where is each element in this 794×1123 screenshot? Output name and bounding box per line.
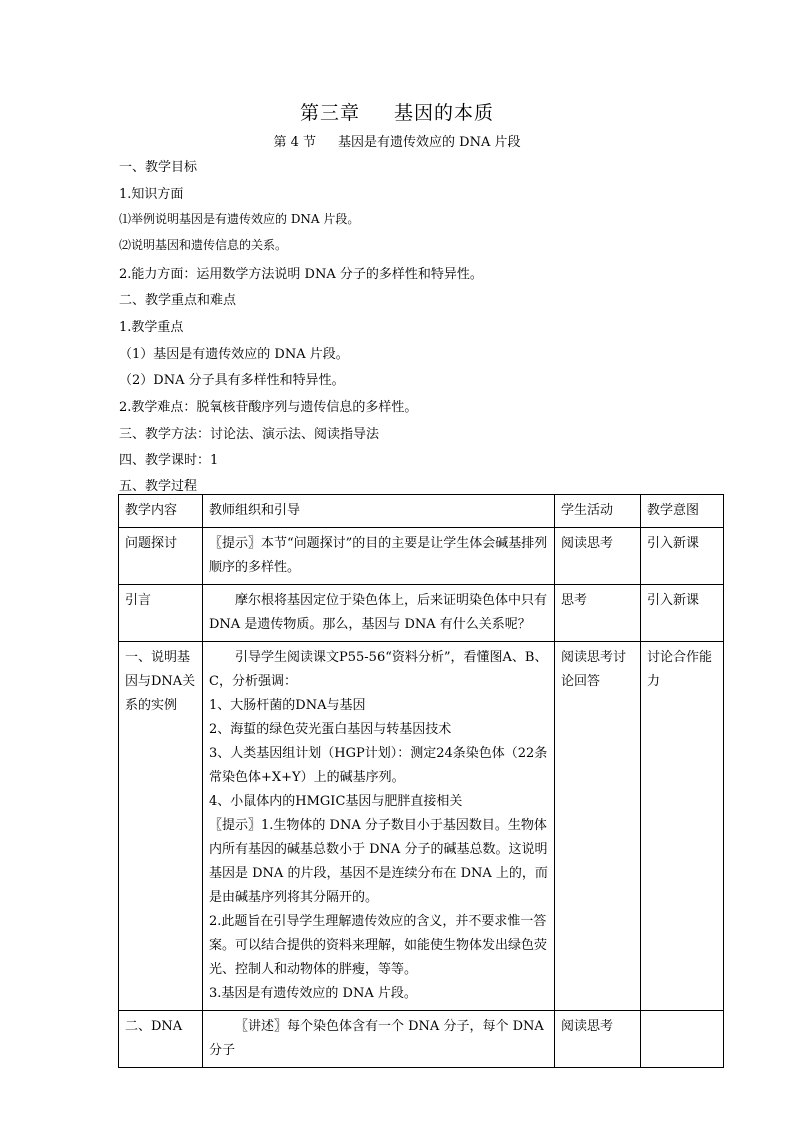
section-title [0, 131, 794, 150]
outline-heading-process: 五、教学过程 [119, 479, 198, 494]
guidance-paragraph: 2.此题旨在引导学生理解遗传效应的含义，并不要求惟一答案。可以结合提供的资料来理解，如能使生物体发出绿色荧光、控制人和动物体的胖瘦，等等。 [209, 914, 548, 977]
lesson-process-table [118, 494, 724, 1068]
header-content: 教学内容 [119, 495, 203, 528]
section-number: 第 4 节 [273, 135, 317, 150]
table-row [119, 1011, 724, 1068]
header-activity: 学生活动 [555, 495, 641, 528]
outline-methods: 三、教学方法：讨论法、演示法、阅读指导法 [119, 427, 380, 442]
cell-content: 引言 [119, 585, 203, 642]
outline-heading-focus: 二、教学重点和难点 [119, 293, 237, 308]
cell-activity: 阅读思考讨论回答 [555, 642, 641, 1011]
cell-intent: 引入新课 [641, 585, 724, 642]
chapter-name: 基因的本质 [394, 102, 495, 124]
table-row [119, 642, 724, 1011]
outline-difficulty: 2.教学难点：脱氧核苷酸序列与遗传信息的多样性。 [119, 400, 418, 415]
guidance-paragraph: 〖讲述〗每个染色体含有一个 DNA 分子，每个 DNA 分子 [209, 1019, 544, 1058]
guidance-paragraph: 3.基因是有遗传效应的 DNA 片段。 [209, 986, 417, 1001]
table-row [119, 585, 724, 642]
header-intent: 教学意图 [641, 495, 724, 528]
guidance-paragraph: 2、海蜇的绿色荧光蛋白基因与转基因技术 [209, 722, 452, 737]
chapter-number: 第三章 [299, 102, 360, 124]
cell-intent: 引入新课 [641, 528, 724, 585]
cell-guidance [203, 585, 555, 642]
cell-guidance [203, 528, 555, 585]
outline-heading-objectives: 一、教学目标 [119, 160, 198, 175]
outline-hours: 四、教学课时：1 [119, 453, 219, 468]
outline-focus-item-1: （1）基因是有遗传效应的 DNA 片段。 [119, 347, 349, 362]
guidance-paragraph: 〖提示〗本节“问题探讨”的目的主要是让学生体会碱基排列顺序的多样性。 [209, 536, 548, 575]
cell-intent [641, 1011, 724, 1068]
header-guidance: 教师组织和引导 [203, 495, 555, 528]
cell-guidance [203, 1011, 555, 1068]
section-name: 基因是有遗传效应的 DNA 片段 [338, 135, 521, 150]
outline-knowledge: 1.知识方面 [119, 187, 184, 202]
cell-guidance [203, 642, 555, 1011]
cell-content: 一、说明基因与DNA关系的实例 [119, 642, 203, 1011]
cell-activity: 阅读思考 [555, 1011, 641, 1068]
outline-knowledge-item-1: ⑴举例说明基因是有遗传效应的 DNA 片段。 [119, 212, 360, 226]
chapter-title [0, 98, 794, 125]
guidance-paragraph: 引导学生阅读课文P55-56“资料分析”，看懂图A、B、C，分析强调： [209, 650, 548, 689]
outline-knowledge-item-2: ⑵说明基因和遗传信息的关系。 [119, 238, 288, 252]
outline-focus: 1.教学重点 [119, 320, 184, 335]
outline-focus-item-2: （2）DNA 分子具有多样性和特异性。 [119, 373, 345, 388]
guidance-paragraph: 〖提示〗1.生物体的 DNA 分子数目小于基因数目。生物体内所有基因的碱基总数小于 DNA 分子的碱基总数。这说明基因是 DNA 的片段，基因不是连续分布在 DNA 上的，而是由碱基序列将其分隔开的。 [209, 818, 548, 905]
cell-intent: 讨论合作能力 [641, 642, 724, 1011]
table-header-row [119, 495, 724, 528]
cell-content: 二、DNA [119, 1011, 203, 1068]
cell-activity: 思考 [555, 585, 641, 642]
cell-content: 问题探讨 [119, 528, 203, 585]
table-row [119, 528, 724, 585]
guidance-paragraph: 1、大肠杆菌的DNA与基因 [209, 698, 366, 713]
guidance-paragraph: 4、小鼠体内的HMGIC基因与肥胖直接相关 [209, 794, 463, 809]
outline-ability: 2.能力方面：运用数学方法说明 DNA 分子的多样性和特异性。 [119, 267, 483, 282]
guidance-paragraph: 3、人类基因组计划（HGP计划）：测定24条染色体（22条常染色体+X+Y）上的碱基序列。 [209, 746, 548, 785]
cell-activity: 阅读思考 [555, 528, 641, 585]
guidance-paragraph: 摩尔根将基因定位于染色体上，后来证明染色体中只有 DNA 是遗传物质。那么，基因与 DNA 有什么关系呢？ [209, 593, 548, 632]
